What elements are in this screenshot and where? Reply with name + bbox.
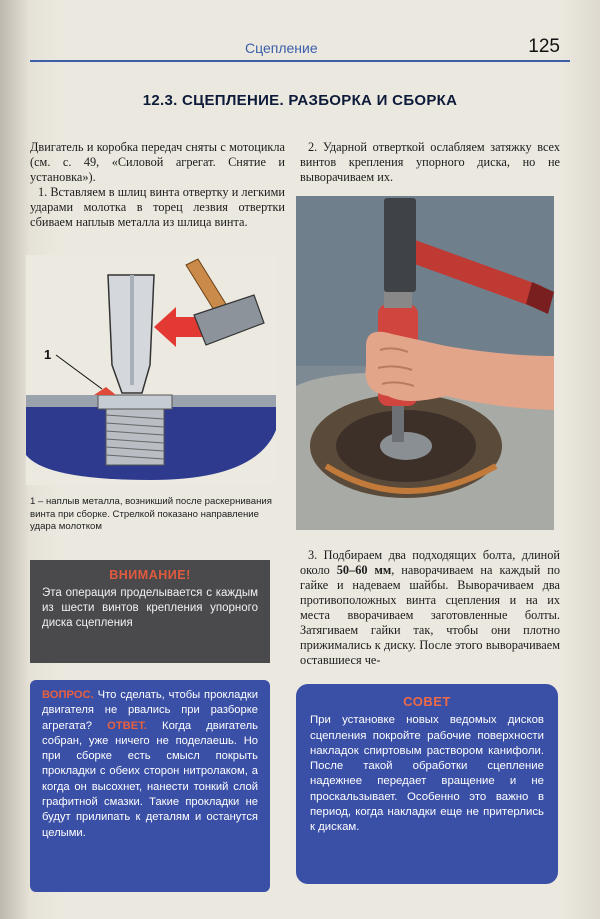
bolt-length: 50–60 мм [336, 563, 392, 577]
step-3-paragraph [300, 548, 560, 668]
attention-text: Эта операция проделывается с каждым из шести винтов крепления упорного диска сцепления [42, 587, 258, 629]
step-3-text-start: 3. Подбираем два подходящих болта, длиной около [300, 548, 560, 577]
attention-title: ВНИМАНИЕ! [109, 568, 191, 582]
running-title: Сцепление [245, 40, 318, 56]
left-column-text [30, 140, 285, 230]
photo-hammer-head [384, 198, 416, 292]
section-title: 12.3. СЦЕПЛЕНИЕ. РАЗБОРКА И СБОРКА [142, 92, 458, 109]
advice-text: При установке новых ведомых дисков сцепления покройте рабочие поверхности накладок спиртовым раствором канифоли. После такой обработки сцепление надежнее передает вращение и не проскальзывает. Особенно это важно в период, когда накладки еще не притерлись к дискам. [310, 714, 544, 834]
intro-paragraph: Двигатель и коробка передач сняты с мотоцикла (см. с. 49, «Силовой агрегат. Снятие и установка»). [30, 140, 285, 184]
advice-title: СОВЕТ [403, 694, 451, 709]
question-answer-box [30, 680, 270, 892]
page-number: 125 [528, 36, 560, 57]
attention-box [30, 560, 270, 663]
running-header [30, 34, 570, 62]
label-1: 1 [44, 347, 52, 362]
question-text: Что сделать, чтобы прокладки двигателя не рвались при разборке агрегата? [42, 689, 258, 732]
step-2-paragraph: 2. Ударной отверткой ослабляем затяжку всех винтов крепления упорного диска, но не выворачиваем их. [300, 140, 560, 184]
clutch-photo [296, 196, 554, 530]
advice-box [296, 684, 558, 884]
step-3-text-end: , наворачиваем на каждый по гайке и надеваем шайбы. Выворачиваем два противоположных винта сцепления и на их места вворачиваем заготовленные болты. Затягиваем гайки так, чтобы они плотно прижимались к диску. После этого выворачиваем оставшиеся че- [300, 563, 560, 667]
diagram-caption: 1 – наплыв металла, возникший после раскернивания винта при сборке. Стрелкой показано направление удара молотком [30, 496, 272, 532]
screwdriver-diagram [26, 255, 276, 485]
screw-head [98, 395, 172, 409]
answer-text: Когда двигатель собран, уже ничего не поделаешь. Но при сборке есть смысл покрыть прокладки с обеих сторон нитролаком, а когда он высохнет, нанести тонкий слой графитной смазки. Такие прокладки не будут прилипать к деталям и останутся целыми. [42, 719, 258, 839]
question-label: ВОПРОС. [42, 689, 94, 701]
answer-label: ОТВЕТ. [107, 719, 147, 732]
step-1-paragraph: 1. Вставляем в шлиц винта отвертку и легкими ударами молотка в торец лезвия отвертки сбиваем наплыв металла из шлица винта. [30, 185, 285, 229]
